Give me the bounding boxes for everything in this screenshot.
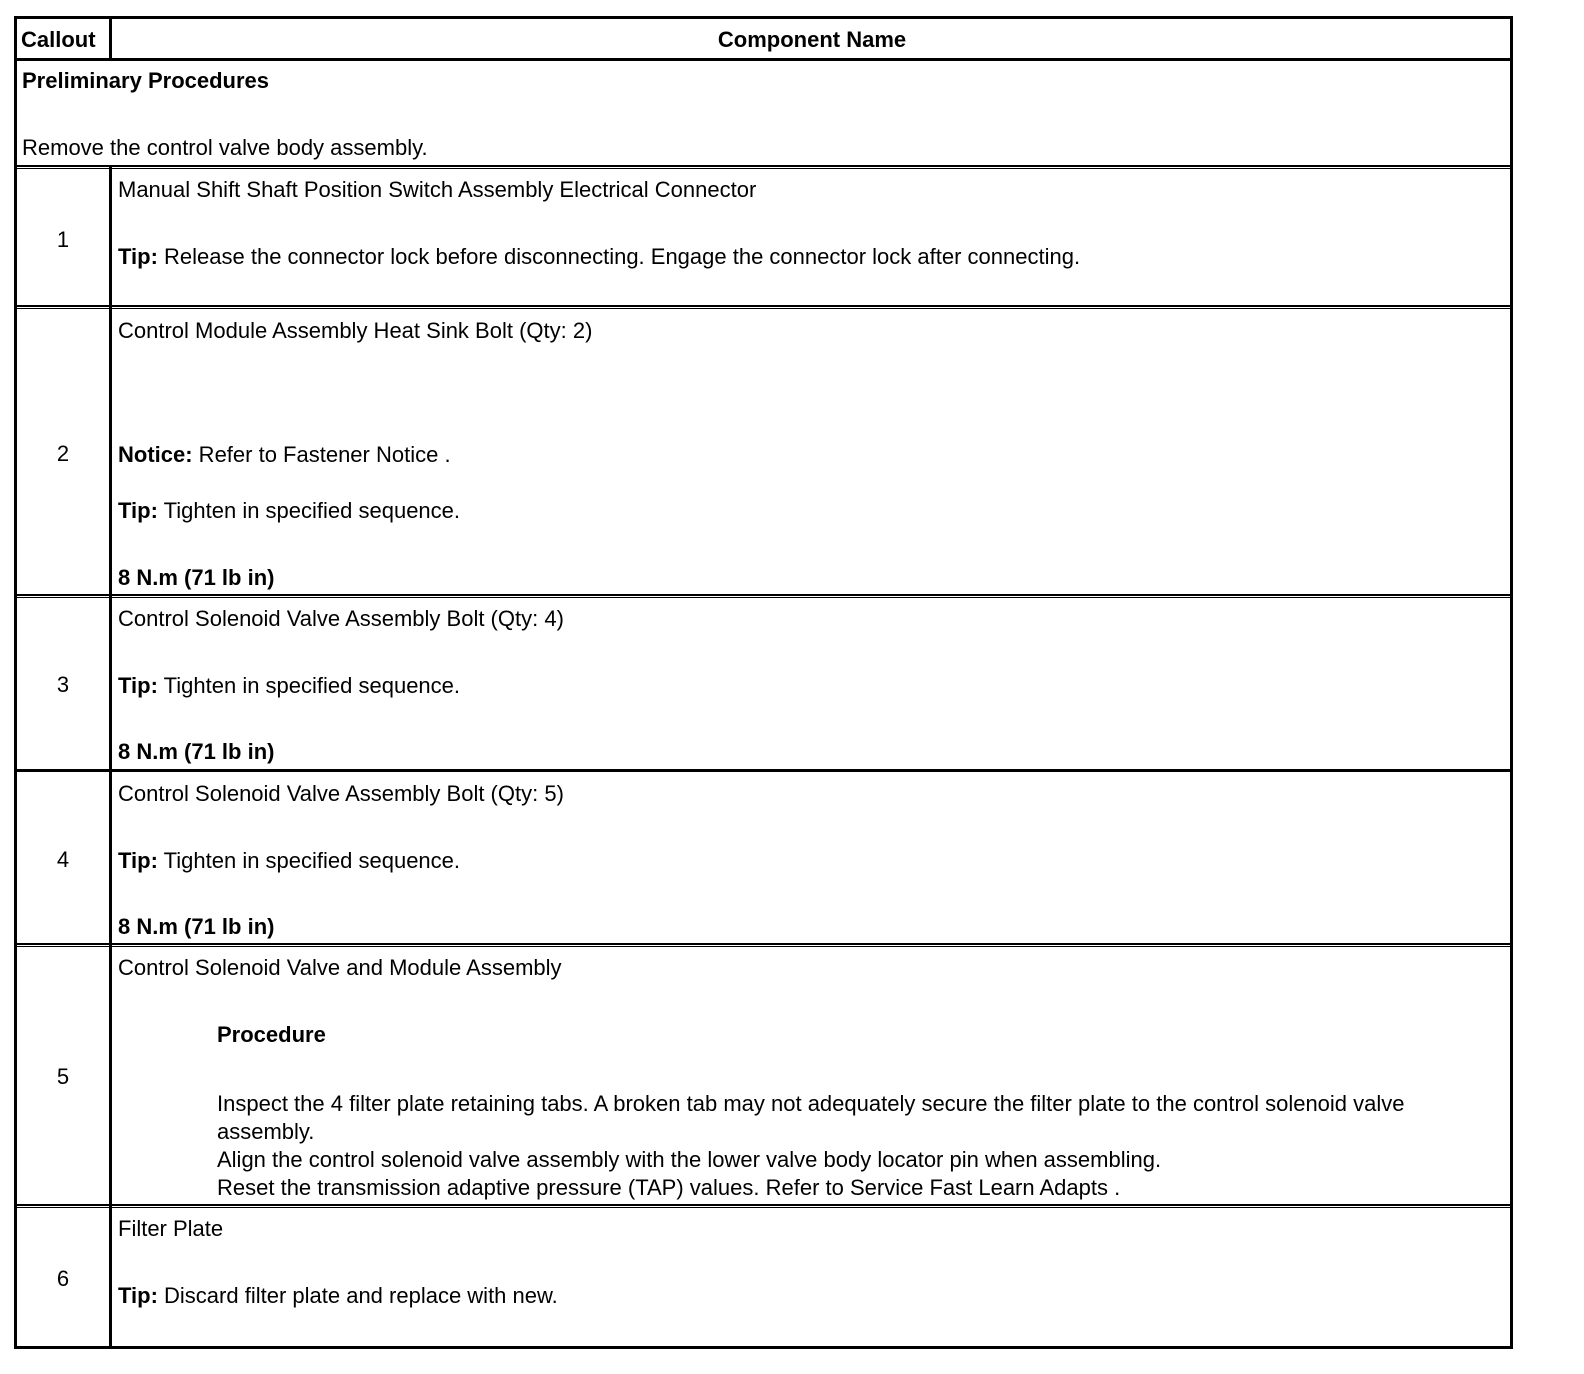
separator bbox=[17, 1204, 1510, 1208]
tip-line bbox=[118, 498, 460, 524]
preliminary-text: Remove the control valve body assembly. bbox=[22, 135, 428, 160]
tip-line bbox=[118, 244, 1080, 270]
torque-spec: 8 N.m (71 lb in) bbox=[118, 739, 275, 764]
header-callout: Callout bbox=[21, 27, 96, 52]
procedure-steps bbox=[217, 1090, 1507, 1202]
tip-text: Tighten in specified sequence. bbox=[157, 673, 461, 698]
procedure-table bbox=[14, 16, 1513, 1349]
notice-line bbox=[118, 442, 451, 468]
tip-text: Tighten in specified sequence. bbox=[157, 498, 461, 523]
preliminary-title: Preliminary Procedures bbox=[22, 68, 270, 93]
callout-number: 6 bbox=[56, 1266, 70, 1291]
separator bbox=[17, 305, 1510, 309]
callout-number: 3 bbox=[56, 672, 70, 697]
component-name: Control Solenoid Valve Assembly Bolt (Qty: 4) bbox=[118, 606, 564, 631]
tip-text: Release the connector lock before disconnecting. Engage the connector lock after connecting. bbox=[157, 244, 1081, 269]
separator bbox=[17, 594, 1510, 598]
torque-spec: 8 N.m (71 lb in) bbox=[118, 914, 275, 939]
separator bbox=[17, 165, 1510, 169]
tip-text: Discard filter plate and replace with new. bbox=[157, 1283, 558, 1308]
component-name: Manual Shift Shaft Position Switch Assembly Electrical Connector bbox=[118, 177, 757, 202]
component-name: Control Solenoid Valve Assembly Bolt (Qty: 5) bbox=[118, 781, 564, 806]
tip-label: Tip: bbox=[118, 673, 158, 698]
notice-text: Refer to Fastener Notice . bbox=[192, 442, 451, 467]
callout-number: 5 bbox=[56, 1064, 70, 1089]
callout-number: 4 bbox=[56, 847, 70, 872]
notice-label: Notice: bbox=[118, 442, 193, 467]
tip-label: Tip: bbox=[118, 848, 158, 873]
component-name: Filter Plate bbox=[118, 1216, 224, 1241]
column-divider bbox=[109, 19, 112, 59]
torque-spec: 8 N.m (71 lb in) bbox=[118, 565, 275, 590]
tip-text: Tighten in specified sequence. bbox=[157, 848, 461, 873]
callout-number: 1 bbox=[56, 227, 70, 252]
tip-label: Tip: bbox=[118, 498, 158, 523]
callout-number: 2 bbox=[56, 441, 70, 466]
tip-line bbox=[118, 673, 460, 699]
component-name: Control Solenoid Valve and Module Assembly bbox=[118, 955, 562, 980]
procedure-step: Reset the transmission adaptive pressure (TAP) values. Refer to Service Fast Learn Adapts . bbox=[217, 1175, 1121, 1200]
procedure-step: Inspect the 4 filter plate retaining tabs. A broken tab may not adequately secure the filter plate to the control solenoid valve assembly. bbox=[217, 1091, 1405, 1144]
tip-label: Tip: bbox=[118, 244, 158, 269]
component-name: Control Module Assembly Heat Sink Bolt (Qty: 2) bbox=[118, 318, 593, 343]
tip-line bbox=[118, 1283, 558, 1309]
column-divider bbox=[109, 167, 112, 1349]
procedure-step: Align the control solenoid valve assembly with the lower valve body locator pin when assembling. bbox=[217, 1147, 1162, 1172]
procedure-title: Procedure bbox=[217, 1022, 326, 1047]
separator bbox=[17, 943, 1510, 947]
separator bbox=[17, 769, 1510, 772]
separator bbox=[17, 58, 1510, 61]
header-component-name: Component Name bbox=[717, 27, 907, 52]
tip-line bbox=[118, 848, 460, 874]
tip-label: Tip: bbox=[118, 1283, 158, 1308]
